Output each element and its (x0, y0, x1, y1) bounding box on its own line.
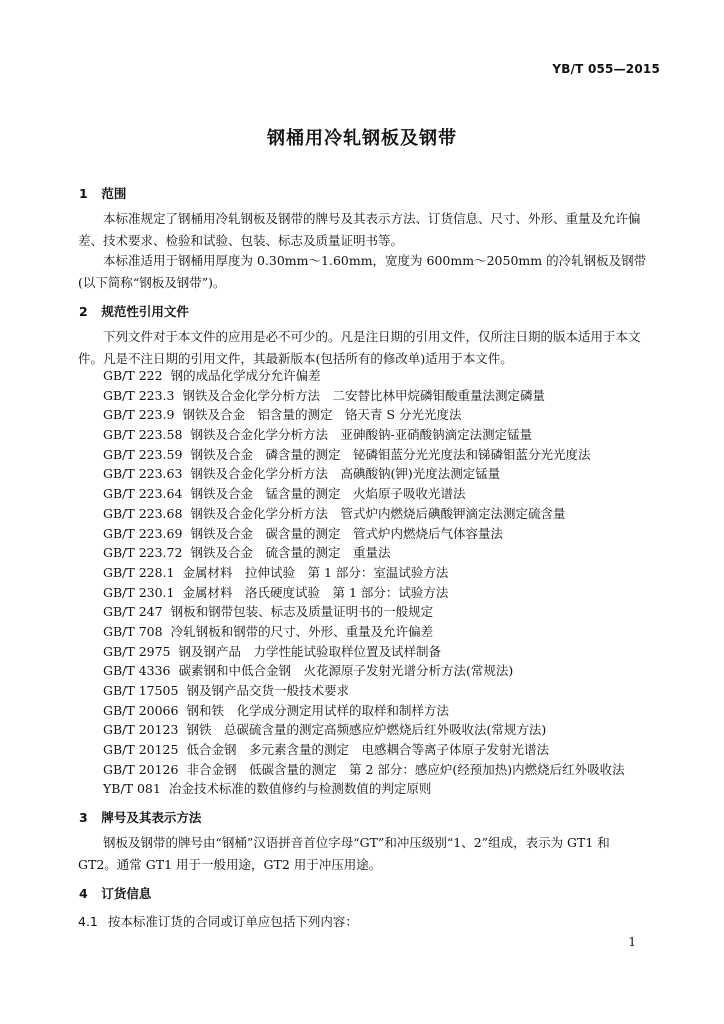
reference-title: 金属材料 洛氏硬度试验 第 1 部分：试验方法 (182, 584, 449, 600)
reference-item (103, 661, 625, 681)
reference-title: 碳素钢和中低合金钢 火花源原子发射光谱分析方法(常规法) (178, 663, 514, 679)
reference-code: GB/T 223.58 (103, 427, 183, 443)
section-heading-ordering-information (79, 884, 151, 902)
reference-code: GB/T 222 (103, 368, 163, 383)
reference-item (103, 425, 625, 445)
reference-code: GB/T 223.3 (103, 387, 175, 403)
scope-paragraph-2: 本标准适用于钢桶用厚度为 0.30mm～1.60mm，宽度为 600mm～2050mm 的冷轧钢板及钢带(以下简称“钢板及钢带”)。 (78, 253, 647, 290)
section-number: 1 (79, 186, 88, 201)
reference-item (103, 543, 625, 563)
reference-code: GB/T 228.1 (103, 564, 175, 580)
reference-title: 钢铁 总碳硫含量的测定高频感应炉燃烧后红外吸收法(常规方法) (186, 722, 547, 738)
reference-item (103, 779, 625, 799)
reference-title: 钢的成品化学成分允许偏差 (170, 368, 321, 383)
reference-title: 冶金技术标准的数值修约与检测数值的判定原则 (168, 781, 432, 797)
reference-item (103, 445, 625, 465)
reference-item (103, 681, 625, 701)
section-number: 2 (79, 304, 88, 319)
reference-title: 钢铁及合金 硫含量的测定 重量法 (190, 545, 391, 561)
reference-title: 钢铁及合金化学分析方法 亚砷酸钠-亚硝酸钠滴定法测定锰量 (190, 427, 533, 443)
page-number: 1 (628, 935, 636, 949)
section-heading-designation (79, 808, 201, 826)
section-title: 订货信息 (101, 886, 152, 901)
scope-paragraph-1: 本标准规定了钢桶用冷轧钢板及钢带的牌号及其表示方法、订货信息、尺寸、外形、重量及允许偏差、技术要求、检验和试验、包装、标志及质量证明书等。 (78, 211, 641, 248)
reference-title: 钢铁及合金 铝含量的测定 铬天青 S 分光光度法 (182, 407, 462, 423)
reference-item (103, 642, 625, 662)
reference-item (103, 484, 625, 504)
reference-item (103, 622, 625, 642)
reference-title: 金属材料 拉伸试验 第 1 部分：室温试验方法 (182, 564, 449, 580)
reference-code: GB/T 223.72 (103, 545, 183, 561)
section-heading-normative-references (79, 302, 189, 320)
reference-item (103, 720, 625, 740)
section-number: 4 (79, 886, 88, 901)
reference-item (103, 701, 625, 721)
reference-title: 低合金钢 多元素含量的测定 电感耦合等离子体原子发射光谱法 (186, 742, 549, 758)
reference-item (103, 583, 625, 603)
section-title: 范围 (101, 186, 127, 201)
reference-code: GB/T 17505 (103, 683, 179, 698)
section-title: 牌号及其表示方法 (101, 810, 202, 825)
references-intro-paragraph: 下列文件对于本文件的应用是必不可少的。凡是注日期的引用文件，仅所注日期的版本适用于本文件。凡是不注日期的引用文件，其最新版本(包括所有的修改单)适用于本文件。 (78, 329, 641, 366)
reference-title: 钢铁及合金化学分析方法 二安替比林甲烷磷钼酸重量法测定磷量 (182, 387, 545, 403)
reference-title: 钢及钢产品 力学性能试验取样位置及试样制备 (178, 643, 442, 659)
reference-code: GB/T 20126 (103, 761, 179, 777)
reference-code: GB/T 4336 (103, 663, 171, 679)
reference-code: GB/T 223.59 (103, 446, 183, 462)
section-heading-scope (79, 184, 126, 202)
reference-item (103, 405, 625, 425)
reference-code: GB/T 223.9 (103, 407, 175, 423)
reference-item (103, 386, 625, 406)
designation-paragraph: 钢板及钢带的牌号由“钢桶”汉语拼音首位字母“GT”和冲压级别“1、2”组成，表示为 GT1 和 GT2。通常 GT1 用于一般用途，GT2 用于冲压用途。 (78, 835, 610, 872)
reference-item (103, 602, 625, 622)
reference-code: GB/T 708 (103, 623, 163, 639)
section-number: 3 (79, 810, 88, 825)
clause-4-1 (78, 912, 358, 930)
reference-title: 钢和铁 化学成分测定用试样的取样和制样方法 (186, 702, 449, 718)
reference-item (103, 504, 625, 524)
reference-list (103, 366, 625, 799)
reference-code: GB/T 247 (103, 604, 163, 620)
reference-code: GB/T 223.64 (103, 486, 183, 502)
reference-code: GB/T 20125 (103, 742, 179, 758)
section-title: 规范性引用文件 (101, 304, 189, 319)
reference-title: 钢板和钢带包装、标志及质量证明书的一般规定 (170, 604, 434, 620)
reference-title: 钢铁及合金化学分析方法 管式炉内燃烧后碘酸钾滴定法测定硫含量 (190, 505, 566, 521)
reference-code: GB/T 223.63 (103, 466, 183, 482)
reference-item (103, 366, 625, 386)
reference-code: GB/T 230.1 (103, 584, 175, 600)
reference-title: 冷轧钢板和钢带的尺寸、外形、重量及允许偏差 (170, 623, 434, 639)
reference-item (103, 563, 625, 583)
reference-code: GB/T 223.69 (103, 525, 183, 541)
reference-title: 钢及钢产品交货一般技术要求 (186, 683, 349, 698)
reference-item (103, 740, 625, 760)
reference-code: GB/T 20123 (103, 722, 179, 738)
reference-title: 钢铁及合金 锰含量的测定 火焰原子吸收光谱法 (190, 486, 466, 502)
reference-title: 钢铁及合金化学分析方法 高碘酸钠(钾)光度法测定锰量 (190, 466, 501, 482)
reference-item (103, 524, 625, 544)
reference-item (103, 760, 625, 780)
reference-code: YB/T 081 (103, 781, 161, 797)
reference-item (103, 464, 625, 484)
document-title: 钢桶用冷轧钢板及钢带 (267, 128, 457, 149)
reference-code: GB/T 223.68 (103, 505, 183, 521)
reference-code: GB/T 20066 (103, 702, 179, 718)
reference-code: GB/T 2975 (103, 643, 171, 659)
standard-code: YB/T 055—2015 (552, 62, 660, 76)
reference-title: 钢铁及合金 碳含量的测定 管式炉内燃烧后气体容量法 (190, 525, 503, 541)
clause-number: 4.1 (78, 914, 98, 929)
reference-title: 钢铁及合金 磷含量的测定 铋磷钼蓝分光光度法和锑磷钼蓝分光光度法 (190, 446, 591, 462)
reference-title: 非合金钢 低碳含量的测定 第 2 部分：感应炉(经预加热)内燃烧后红外吸收法 (186, 761, 625, 777)
clause-text: 按本标准订货的合同或订单应包括下列内容： (107, 914, 358, 929)
